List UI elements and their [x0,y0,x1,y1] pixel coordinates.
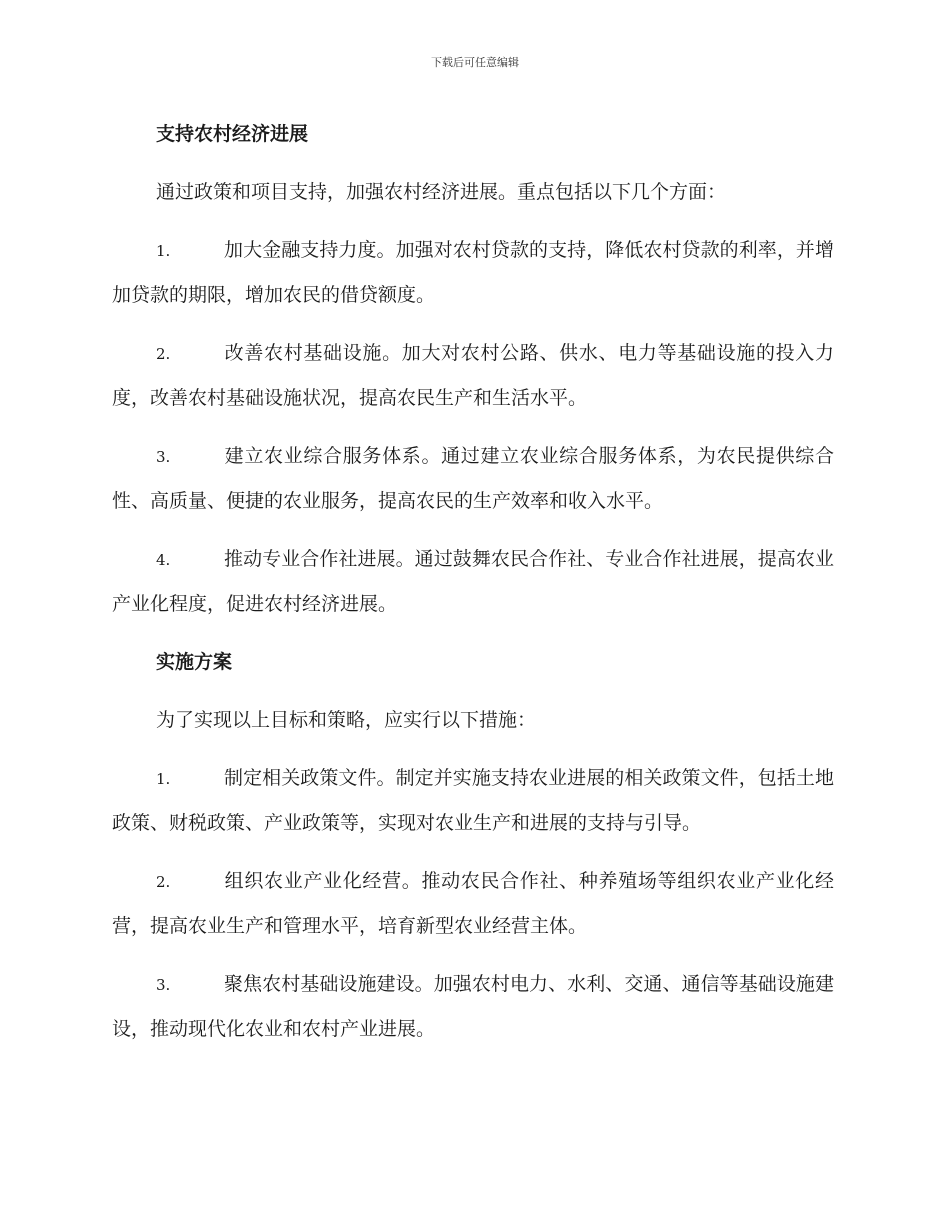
list-item-text: 改善农村基础设施。加大对农村公路、供水、电力等基础设施的投入力度，改善农村基础设施状况，提高农民生产和生活水平。 [112,342,834,409]
list-item [112,434,834,523]
list-item-text: 制定相关政策文件。制定并实施支持农业进展的相关政策文件，包括土地政策、财税政策、产业政策等，实现对农业生产和进展的支持与引导。 [112,767,834,834]
page-header: 下载后可任意编辑 [431,56,519,69]
list-item-text: 建立农业综合服务体系。通过建立农业综合服务体系，为农民提供综合性、高质量、便捷的农业服务，提高农民的生产效率和收入水平。 [112,445,834,512]
list-item [112,859,834,948]
list-item-number: 3. [156,976,171,994]
list-item-number: 1. [156,770,171,788]
list-item [112,537,834,626]
section-intro: 为了实现以上目标和策略，应实行以下措施： [156,709,537,731]
list-item-number: 2. [156,345,171,363]
list-item-text: 组织农业产业化经营。推动农民合作社、种养殖场等组织农业产业化经营，提高农业生产和管理水平，培育新型农业经营主体。 [112,870,834,937]
list-item-number: 2. [156,873,171,891]
list-item [112,962,834,1051]
section-heading-rural-economy: 支持农村经济进展 [156,123,309,145]
section-intro: 通过政策和项目支持，加强农村经济进展。重点包括以下几个方面： [156,181,727,203]
document-body [112,112,834,1065]
list-item-text: 加大金融支持力度。加强对农村贷款的支持，降低农村贷款的利率，并增加贷款的期限，增加农民的借贷额度。 [112,239,834,306]
list-item-number: 1. [156,242,171,260]
list-item-number: 4. [156,551,171,569]
list-item-text: 推动专业合作社进展。通过鼓舞农民合作社、专业合作社进展，提高农业产业化程度，促进农村经济进展。 [112,548,834,615]
list-item [112,756,834,845]
list-item-text: 聚焦农村基础设施建设。加强农村电力、水利、交通、通信等基础设施建设，推动现代化农业和农村产业进展。 [112,973,834,1040]
list-item [112,228,834,317]
list-item-number: 3. [156,448,171,466]
list-item [112,331,834,420]
section-heading-implementation: 实施方案 [156,651,233,673]
